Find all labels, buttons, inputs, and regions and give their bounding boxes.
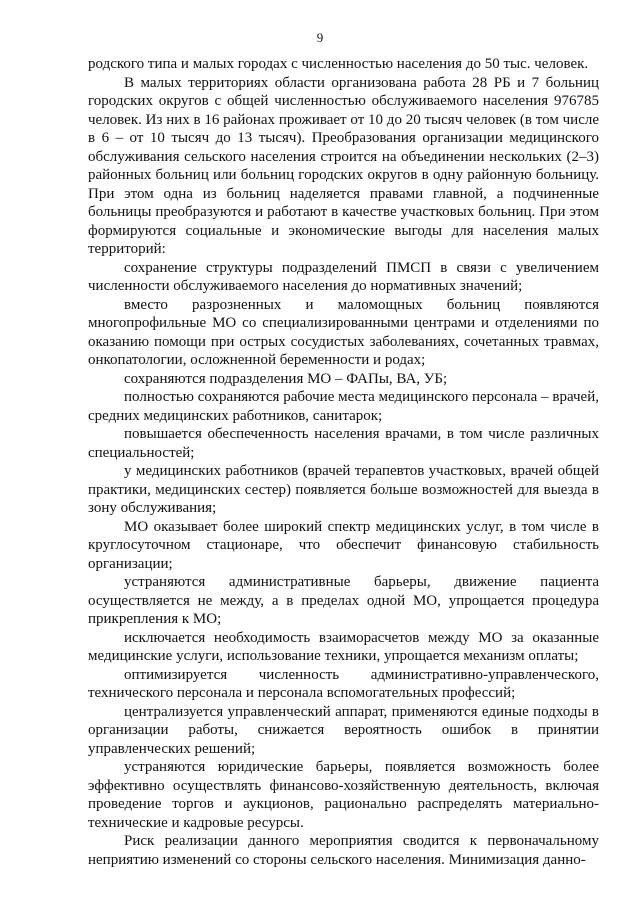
list-item: оптимизируется численность административно-управленческого, технического персонала и персонала вспомогательных профессий; [88,666,599,701]
paragraph: Риск реализации данного мероприятия сводится к первоначальному неприятию изменений со стороны сельского населения. Минимизация данно- [88,833,599,868]
page-number: 9 [316,30,324,45]
list-item: сохраняются подразделения МО – ФАПы, ВА, УБ; [124,370,448,387]
list-item: устраняются юридические барьеры, появляется возможность более эффективно осуществлять финансово-хозяйственную деятельность, включая проведение торгов и аукционов, рационально распределять материально-технические и кадровые ресурсы. [88,759,599,831]
document-body [88,55,599,869]
list-item: устраняются административные барьеры, движение пациента осуществляется не между, а в пределах одной МО, упрощается процедура прикрепления к МО; [88,574,599,627]
paragraph: родского типа и малых городах с численностью населения до 50 тыс. человек. [88,56,589,72]
list-item: полностью сохраняются рабочие места медицинского персонала – врачей, средних медицинских работников, санитарок; [88,389,599,424]
list-item: у медицинских работников (врачей терапевтов участковых, врачей общей практики, медицинских сестер) появляется больше возможностей для выезда в зону обслуживания; [88,463,599,516]
list-item: сохранение структуры подразделений ПМСП в связи с увеличением численности обслуживаемого населения до нормативных значений; [88,259,599,294]
list-item: вместо разрозненных и маломощных больниц появляются многопрофильные МО со специализированными центрами и отделениями по оказанию помощи при острых сосудистых заболеваниях, сочетанных травмах, онкопатологии, осложненной беременности и родах; [88,296,599,368]
list-item: МО оказывает более широкий спектр медицинских услуг, в том числе в круглосуточном стационаре, что обеспечит финансовую стабильность организации; [88,518,599,572]
list-item: исключается необходимость взаиморасчетов между МО за оказанные медицинские услуги, использование техники, упрощается механизм оплаты; [88,629,599,664]
paragraph: В малых территориях области организована работа 28 РБ и 7 больниц городских округов с общей численностью обслуживаемого населения 976785 человек. Из них в 16 районах проживает от 10 до 20 тысяч человек (в том числе в 6 – от 10 тысяч до 13 тысяч). Преобразования организации медицинского обслуживания сельского населения строится на объединении нескольких (2–3) районных больниц или больниц городских округов в одну районную больницу. При этом одна из больниц наделяется правами главной, а подчиненные больницы преобразуются и работают в качестве участковых больниц. При этом формируются социальные и экономические выгоды для населения малых территорий: [88,74,599,257]
list-item: повышается обеспеченность населения врачами, в том числе различных специальностей; [88,426,599,461]
list-item: централизуется управленческий аппарат, применяются единые подходы в организации работы, снижается вероятность ошибок в принятии управленческих решений; [88,703,599,757]
